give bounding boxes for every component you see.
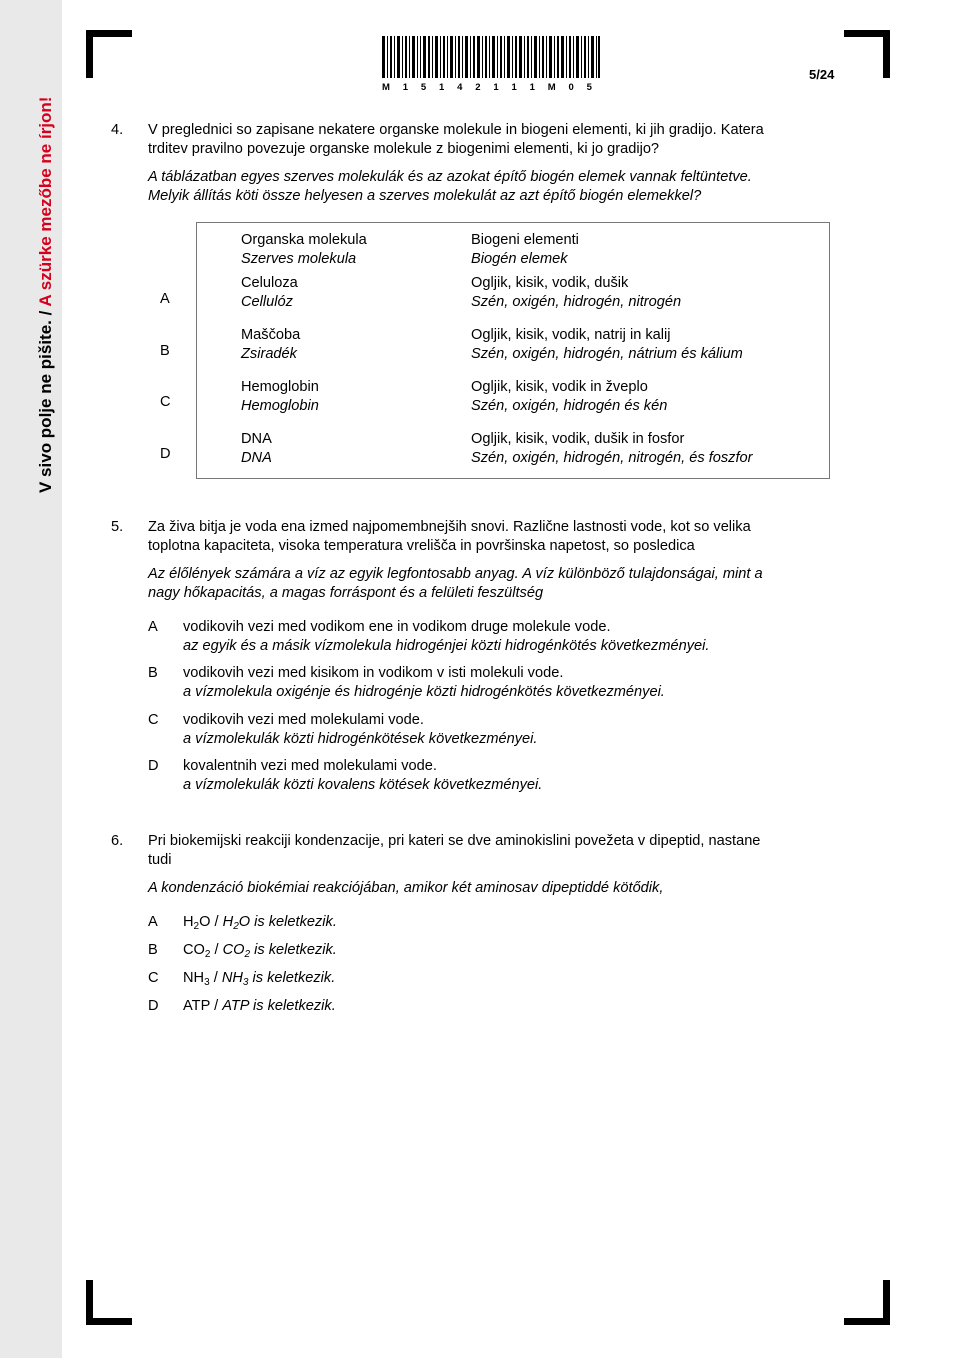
q6-d-formula-sl: ATP	[183, 998, 211, 1014]
q6-d-separator: /	[210, 998, 223, 1014]
q6-d-formula-hu: ATP	[222, 998, 249, 1014]
q5-option-c-sl: vodikovih vezi med molekulami vode.	[183, 712, 424, 728]
corner-mark-top-left-vertical	[86, 30, 93, 78]
q4-option-d-letter: D	[160, 446, 171, 462]
q4-row-c-molecule-sl: Hemoglobin	[241, 379, 319, 395]
side-warning-separator: /	[36, 306, 55, 321]
q6-option-c-letter: C	[148, 970, 159, 986]
q5-option-d-sl: kovalentnih vezi med molekulami vode.	[183, 758, 437, 774]
corner-mark-bottom-right-vertical	[883, 1280, 890, 1325]
table-row	[197, 326, 830, 378]
q5-option-a-letter: A	[148, 619, 158, 635]
corner-mark-bottom-left-vertical	[86, 1280, 93, 1325]
q5-option-c-letter: C	[148, 712, 159, 728]
q6-a-formula-sl-part2: O	[199, 914, 211, 930]
q6-a-rest: is keletkezik.	[250, 914, 337, 930]
gray-side-margin	[0, 0, 62, 1358]
q4-row-b-molecule-sl: Maščoba	[241, 327, 301, 343]
q6-option-c-text	[183, 969, 335, 988]
q4-row-b-molecule-hu: Zsiradék	[241, 346, 297, 362]
q6-option-a-text	[183, 913, 337, 932]
q6-b-separator: /	[210, 942, 223, 958]
q6-a-formula-hu-part1: H	[222, 914, 234, 930]
q4-number: 4.	[111, 122, 124, 138]
q4-header-elements-sl: Biogeni elementi	[471, 232, 579, 248]
q5-option-b-letter: B	[148, 665, 158, 681]
q4-row-a-molecule-sl: Celuloza	[241, 275, 298, 291]
q6-option-b-letter: B	[148, 942, 158, 958]
q5-option-d-letter: D	[148, 758, 159, 774]
q4-option-a-letter: A	[160, 291, 170, 307]
q5-stem-sl-line1: Za živa bitja je voda ena izmed najpomembnejših snovi. Različne lastnosti vode, kot so velika	[148, 519, 751, 535]
q6-stem-sl-line1: Pri biokemijski reakciji kondenzacije, pri kateri se dve aminokislini povežeta v dipeptid, nastane	[148, 833, 761, 849]
q6-c-subscript-sl: 3	[204, 977, 210, 988]
q6-b-subscript-hu: 2	[244, 949, 251, 960]
q6-a-separator: /	[210, 914, 223, 930]
q4-stem-hu-line2: Melyik állítás köti össze helyesen a szerves molekulát az azt építő biogén elemekkel?	[148, 188, 702, 204]
q4-stem-hu-line1: A táblázatban egyes szerves molekulák és az azokat építő biogén elemek vannak feltüntetve.	[148, 169, 752, 185]
q4-row-c-elements-sl: Ogljik, kisik, vodik in žveplo	[471, 379, 648, 395]
q5-option-b-sl: vodikovih vezi med kisikom in vodikom v isti molekuli vode.	[183, 665, 564, 681]
q6-b-formula-sl: CO	[183, 942, 205, 958]
q4-row-d-molecule-sl: DNA	[241, 431, 272, 447]
q4-row-a-molecule-hu: Cellulóz	[241, 294, 293, 310]
side-warning	[36, 97, 56, 493]
table-row	[197, 378, 830, 430]
exam-page	[62, 0, 960, 1358]
q6-c-subscript-hu: 3	[242, 977, 249, 988]
q4-option-c-letter: C	[160, 394, 171, 410]
q4-row-b-elements-hu: Szén, oxigén, hidrogén, nátrium és kálium	[471, 346, 743, 362]
q4-header-molecule-sl: Organska molekula	[241, 232, 367, 248]
q5-stem-sl-line2: toplotna kapaciteta, visoka temperatura vrelišča in površinska napetost, so posledica	[148, 538, 695, 554]
page-number: 5/24	[809, 67, 835, 82]
q5-option-d-hu: a vízmolekulák közti kovalens kötések következményei.	[183, 777, 543, 793]
q5-option-a-sl: vodikovih vezi med vodikom ene in vodikom druge molekule vode.	[183, 619, 611, 635]
table-row	[197, 274, 830, 326]
barcode	[382, 36, 600, 78]
q5-stem-hu-line1: Az élőlények számára a víz az egyik legfontosabb anyag. A víz különböző tulajdonságai, mint a	[148, 566, 763, 582]
q4-row-b-elements-sl: Ogljik, kisik, vodik, natrij in kalij	[471, 327, 671, 343]
q5-option-c-hu: a vízmolekulák közti hidrogénkötések következményei.	[183, 731, 538, 747]
q6-option-d-text	[183, 997, 336, 1016]
q5-number: 5.	[111, 519, 124, 535]
side-warning-slovene: V sivo polje ne pišite.	[36, 320, 55, 493]
q4-option-b-letter: B	[160, 343, 170, 359]
q4-stem-sl-line1: V preglednici so zapisane nekatere organske molekule in biogeni elementi, ki jih gradijo. Katera	[148, 122, 764, 138]
q4-row-a-elements-sl: Ogljik, kisik, vodik, dušik	[471, 275, 629, 291]
q6-option-d-letter: D	[148, 998, 159, 1014]
q6-number: 6.	[111, 833, 124, 849]
q5-stem-hu-line2: nagy hőkapacitás, a magas forráspont és a felületi feszültség	[148, 585, 544, 601]
q4-table-header	[197, 223, 830, 275]
table-row	[197, 430, 830, 479]
q4-row-d-molecule-hu: DNA	[241, 450, 272, 466]
q6-stem-hu-line1: A kondenzáció biokémiai reakciójában, amikor két aminosav dipeptiddé kötődik,	[148, 880, 664, 896]
q5-option-b-hu: a vízmolekula oxigénje és hidrogénje közti hidrogénkötés következményei.	[183, 684, 665, 700]
q4-header-molecule-hu: Szerves molekula	[241, 251, 357, 267]
q6-a-formula-hu-part2: O	[238, 914, 251, 930]
side-warning-hungarian: A szürke mezőbe ne írjon!	[36, 96, 55, 307]
q6-stem-sl-line2: tudi	[148, 852, 172, 868]
q6-b-subscript-sl: 2	[204, 949, 211, 960]
corner-mark-top-right-vertical	[883, 30, 890, 78]
q6-a-formula-sl-part1: H	[183, 914, 194, 930]
q4-row-a-elements-hu: Szén, oxigén, hidrogén, nitrogén	[471, 294, 682, 310]
q6-a-subscript-sl: 2	[193, 921, 200, 932]
q4-row-d-elements-hu: Szén, oxigén, hidrogén, nitrogén, és foszfor	[471, 450, 753, 466]
q4-row-c-elements-hu: Szén, oxigén, hidrogén és kén	[471, 398, 668, 414]
q6-b-rest: is keletkezik.	[250, 942, 337, 958]
q6-a-subscript-hu: 2	[233, 921, 239, 932]
barcode-digits: M 1 5 1 4 2 1 1 1 M 0 5	[382, 82, 597, 93]
q4-row-c-molecule-hu: Hemoglobin	[241, 398, 319, 414]
q4-header-elements-hu: Biogén elemek	[471, 251, 568, 267]
q6-c-formula-hu: NH	[221, 970, 243, 986]
q5-option-a-hu: az egyik és a másik vízmolekula hidrogénjei közti hidrogénkötés következményei.	[183, 638, 710, 654]
q6-b-formula-hu: CO	[222, 942, 245, 958]
q6-option-a-letter: A	[148, 914, 158, 930]
q4-row-d-elements-sl: Ogljik, kisik, vodik, dušik in fosfor	[471, 431, 685, 447]
q4-stem-sl-line2: trditev pravilno povezuje organske molekule z biogenimi elementi, ki jo gradijo?	[148, 141, 660, 157]
q6-c-rest: is keletkezik.	[248, 970, 336, 986]
q6-d-rest: is keletkezik.	[248, 998, 336, 1014]
q6-c-separator: /	[209, 970, 222, 986]
q4-table	[196, 222, 830, 479]
q6-c-formula-sl: NH	[183, 970, 205, 986]
q6-option-b-text	[183, 941, 337, 960]
